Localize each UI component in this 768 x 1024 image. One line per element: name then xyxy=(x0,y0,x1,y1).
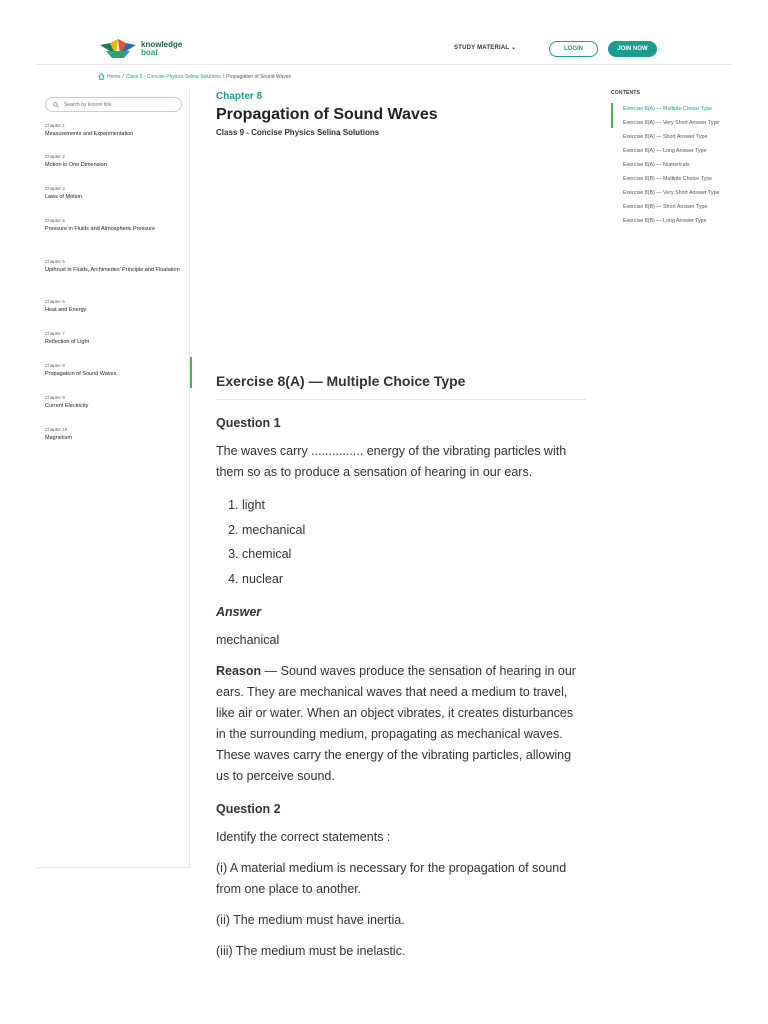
breadcrumb-home[interactable]: Home xyxy=(107,73,121,80)
study-material-menu[interactable]: STUDY MATERIAL ⌄ xyxy=(454,45,517,51)
chapter-number: Chapter 1 xyxy=(45,123,65,128)
exercise-title: Exercise 8(A) — Multiple Choice Type xyxy=(216,371,586,400)
page-header xyxy=(216,90,586,139)
toc-item[interactable]: Exercise 8(A) — Very Short Answer Type xyxy=(623,120,720,126)
toc-list xyxy=(611,106,721,225)
toc-item[interactable]: Exercise 8(A) — Multiple Choice Type xyxy=(611,106,721,113)
sidebar-item-chapter-10[interactable] xyxy=(45,427,185,459)
chapter-name: Upthrust in Fluids, Archimedes' Principle and Floatation xyxy=(45,267,180,273)
chapter-number: Chapter 2 xyxy=(45,154,65,159)
logo[interactable] xyxy=(98,39,182,59)
join-now-button[interactable]: JOIN NOW xyxy=(608,41,657,57)
breadcrumb-current: Propagation of Sound Waves xyxy=(226,73,292,80)
sidebar-item-chapter-9[interactable] xyxy=(45,395,185,427)
home-icon[interactable] xyxy=(98,73,105,80)
top-navbar xyxy=(37,35,732,65)
chapter-number: Chapter 7 xyxy=(45,331,65,336)
page-title: Propagation of Sound Waves xyxy=(216,106,438,123)
page-subtitle: Class 9 - Concise Physics Selina Solutions xyxy=(216,128,380,137)
search-icon xyxy=(53,102,59,108)
chapter-name: Laws of Motion xyxy=(45,194,82,200)
option-item: 2. mechanical xyxy=(242,518,586,543)
reason-label: Reason xyxy=(216,664,262,678)
toc-item[interactable]: Exercise 8(A) — Short Answer Type xyxy=(623,134,708,140)
question-title: Question 2 xyxy=(216,802,281,816)
chapter-number: Chapter 3 xyxy=(45,186,65,191)
sidebar-item-chapter-1[interactable] xyxy=(45,123,185,154)
statement-text: (iii) The medium must be inelastic. xyxy=(216,944,406,958)
sidebar-item-chapter-4[interactable] xyxy=(45,218,185,259)
toc-item[interactable]: Exercise 8(B) — Multiple Choice Type xyxy=(623,176,713,182)
question-title: Question 1 xyxy=(216,416,281,430)
chapter-name: Magnetism xyxy=(45,435,72,441)
chapter-name: Heat and Energy xyxy=(45,307,87,313)
toc-item[interactable]: Exercise 8(B) — Short Answer Type xyxy=(623,204,708,210)
chapter-name: Motion in One Dimension xyxy=(45,162,107,168)
sidebar-item-chapter-6[interactable] xyxy=(45,299,185,331)
statement-text: (i) A material medium is necessary for the propagation of sound from one place to another. xyxy=(216,861,567,896)
breadcrumb-class[interactable]: Class 9 - Concise Physics Selina Solutions xyxy=(125,73,221,80)
toc-item[interactable]: Exercise 8(A) — Numericals xyxy=(623,162,690,168)
breadcrumb-separator: / xyxy=(122,73,124,80)
chapter-number: Chapter 5 xyxy=(45,259,65,264)
breadcrumb xyxy=(98,73,291,80)
chapter-number: Chapter 4 xyxy=(45,218,65,223)
logo-icon xyxy=(98,39,138,59)
toc-item[interactable]: Exercise 8(A) — Long Answer Type xyxy=(623,148,707,154)
reason-text: — Sound waves produce the sensation of hearing in our ears. They are mechanical waves that need a medium to travel, like air or water. When an object vibrates, it creates disturbances in the surrounding medium, propagating as mechanical waves. These waves carry the energy of the vibrating particles, allowing us to perceive sound. xyxy=(216,664,576,783)
chapter-label: Chapter 8 xyxy=(216,91,263,102)
sidebar-item-chapter-7[interactable] xyxy=(45,331,185,363)
chapter-number: Chapter 6 xyxy=(45,299,65,304)
reason-paragraph xyxy=(216,661,586,787)
option-item: 4. nuclear xyxy=(242,567,586,592)
chapter-list xyxy=(45,123,185,459)
lesson-search[interactable] xyxy=(45,97,182,112)
sidebar-item-chapter-5[interactable] xyxy=(45,259,185,299)
toc-heading: CONTENTS xyxy=(611,90,641,96)
chapter-name: Current Electricity xyxy=(45,403,89,409)
chapter-name: Reflection of Light xyxy=(45,339,90,345)
toc-item[interactable]: Exercise 8(B) — Long Answer Type xyxy=(623,218,707,224)
option-item: 1. light xyxy=(242,493,586,518)
chapter-name: Measurements and Experimentation xyxy=(45,131,134,137)
sidebar-item-chapter-2[interactable] xyxy=(45,154,185,186)
brand-line2: boat xyxy=(141,48,158,57)
option-item: 3. chemical xyxy=(242,542,586,567)
brand-line1: knowledge xyxy=(141,40,183,49)
question-text: The waves carry ............... energy of the vibrating particles with them so as to produce a sensation of hearing in our ears. xyxy=(216,444,567,479)
chapter-number: Chapter 9 xyxy=(45,395,65,400)
exercise-content xyxy=(216,371,586,962)
statement-text: (ii) The medium must have inertia. xyxy=(216,913,405,927)
chapter-number: Chapter 8 xyxy=(45,363,65,368)
login-button[interactable]: LOGIN xyxy=(549,41,598,57)
chapter-name: Propagation of Sound Waves xyxy=(45,371,117,377)
chapter-name: Pressure in Fluids and Atmospheric Pressure xyxy=(45,226,156,232)
answer-text: mechanical xyxy=(216,633,280,647)
table-of-contents xyxy=(611,90,721,232)
breadcrumb-separator: / xyxy=(222,73,225,80)
question-text: Identify the correct statements : xyxy=(216,830,391,844)
sidebar-item-chapter-3[interactable] xyxy=(45,186,185,218)
answer-options xyxy=(216,493,586,591)
chapter-number: Chapter 10 xyxy=(45,427,68,432)
toc-item[interactable]: Exercise 8(B) — Very Short Answer Type xyxy=(623,190,720,196)
search-input[interactable] xyxy=(64,102,174,108)
sidebar-item-chapter-8[interactable] xyxy=(45,363,185,395)
answer-label: Answer xyxy=(216,605,262,619)
chapter-sidebar xyxy=(37,89,190,868)
